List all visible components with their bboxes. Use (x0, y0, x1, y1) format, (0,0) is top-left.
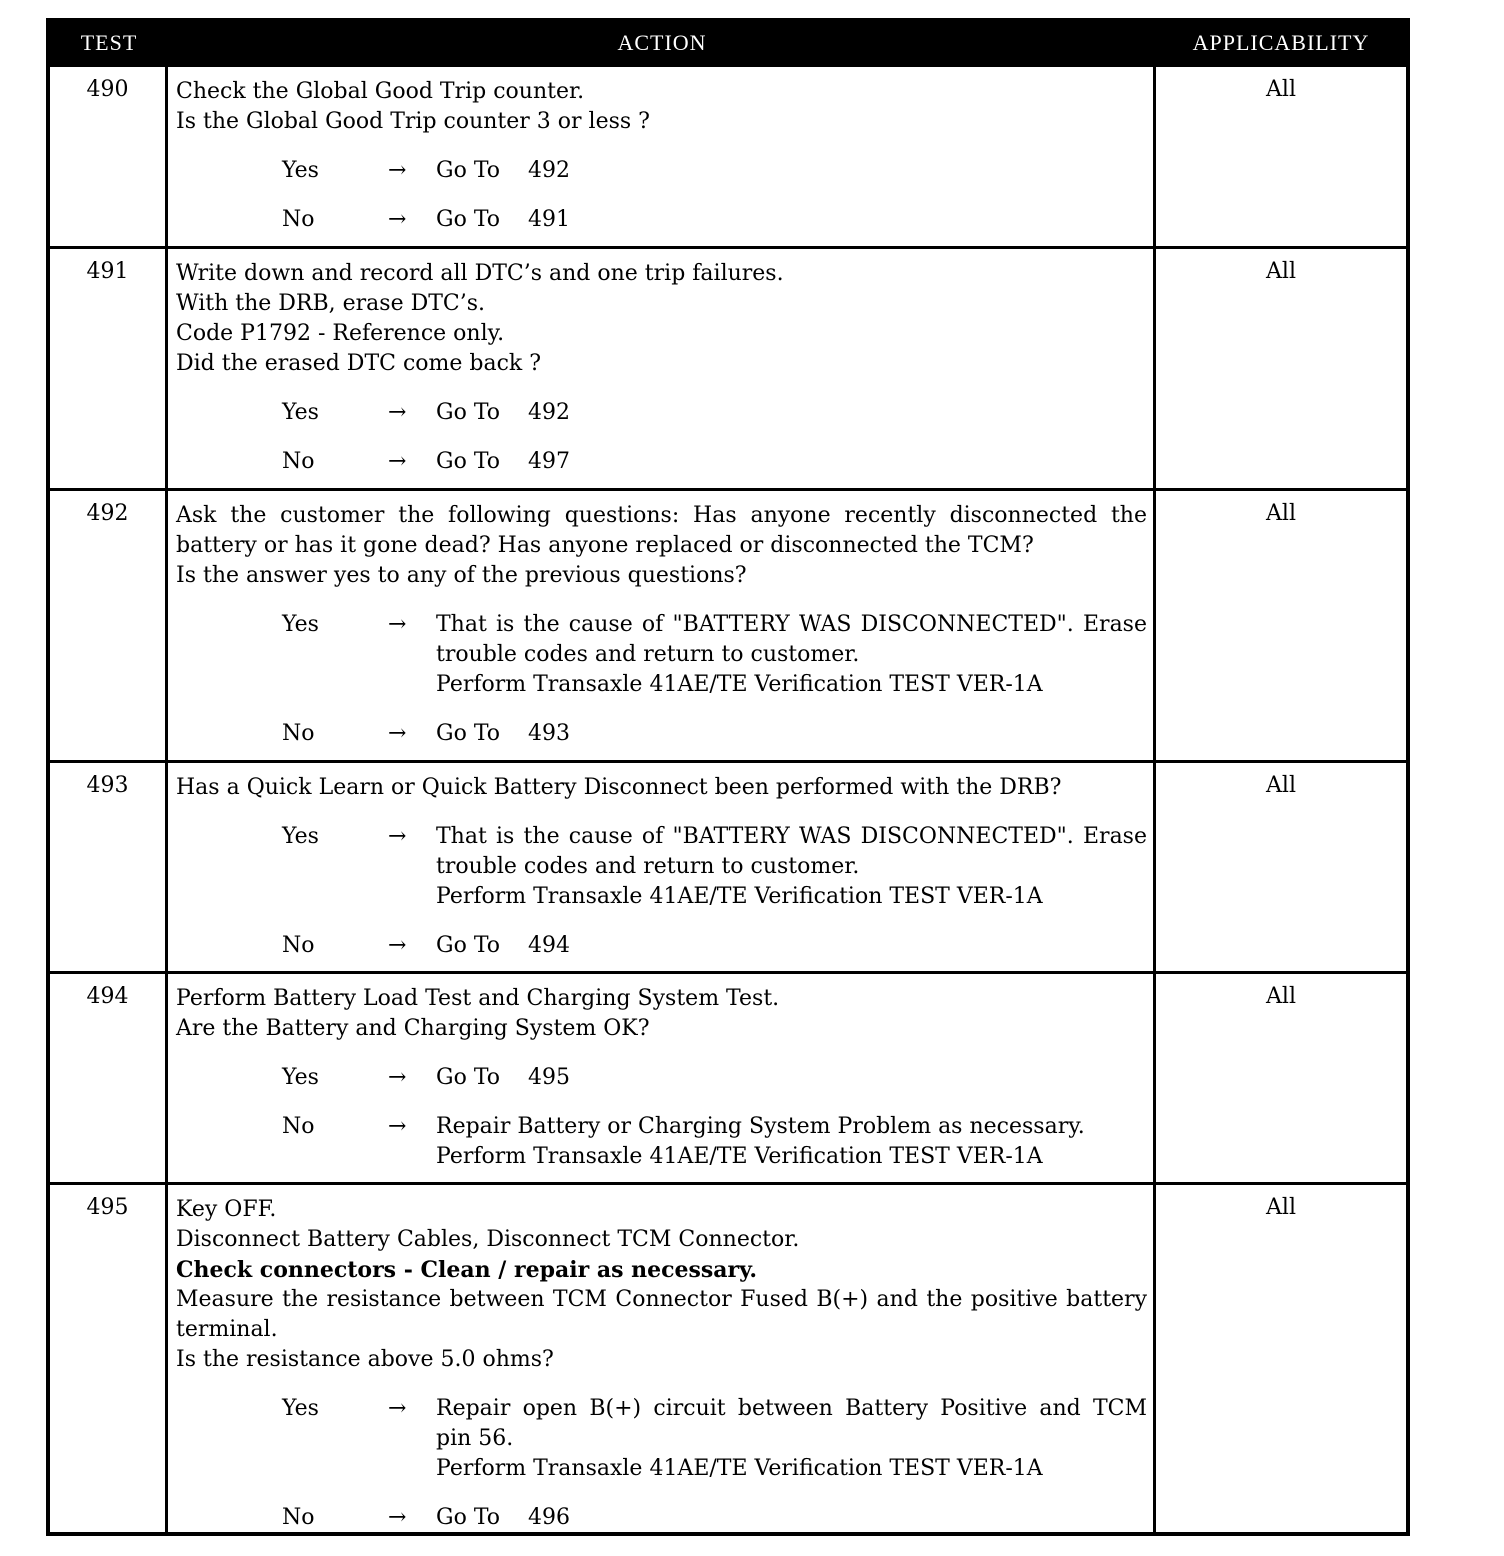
no-option (176, 719, 1147, 749)
table-header (50, 22, 1406, 64)
result-text: Repair Battery or Charging System Problem as necessary. (436, 1114, 1085, 1139)
yes-label: Yes (282, 1065, 319, 1090)
goto-label: Go To (436, 158, 501, 183)
action-text-bold: Check connectors - Clean / repair as necessary. (176, 1257, 758, 1283)
applicability-cell: All (1266, 501, 1296, 526)
yes-option (176, 822, 1147, 912)
action-text: Key OFF. (176, 1197, 277, 1222)
arrow-icon: → (388, 933, 407, 958)
arrow-icon: → (388, 721, 407, 746)
arrow-icon: → (388, 1114, 407, 1139)
action-paragraph: Ask the customer the following questions: Has anyone recently disconnected the battery or has it gone dead? Has anyone replaced or disconnected the TCM? (176, 503, 1147, 558)
yes-label: Yes (282, 824, 319, 849)
action-text: Is the answer yes to any of the previous questions? (176, 563, 747, 588)
yes-option (176, 398, 1147, 428)
header-action: ACTION (617, 30, 707, 55)
test-number: 493 (50, 763, 168, 971)
action-text: Check the Global Good Trip counter. (176, 79, 585, 104)
arrow-icon: → (388, 400, 407, 425)
table-row (50, 488, 1406, 760)
result-text: Perform Transaxle 41AE/TE Verification TEST VER-1A (436, 1456, 1043, 1481)
diagnostic-table (46, 18, 1410, 1536)
table-row (50, 971, 1406, 1182)
action-text: Is the resistance above 5.0 ohms? (176, 1347, 554, 1372)
arrow-icon: → (388, 207, 407, 232)
result-text: Perform Transaxle 41AE/TE Verification TEST VER-1A (436, 884, 1043, 909)
test-number: 491 (50, 249, 168, 488)
arrow-icon: → (388, 158, 407, 183)
result-text: That is the cause of "BATTERY WAS DISCONNECTED". Erase trouble codes and return to customer. (436, 824, 1147, 879)
arrow-icon: → (388, 612, 407, 637)
action-cell (168, 67, 1156, 246)
goto-target: 492 (528, 158, 570, 183)
no-option (176, 447, 1147, 477)
no-option (176, 1503, 1147, 1533)
goto-target: 497 (528, 449, 570, 474)
applicability-cell: All (1266, 984, 1296, 1009)
action-text: Write down and record all DTC’s and one trip failures. (176, 261, 784, 286)
arrow-icon: → (388, 1065, 407, 1090)
table-row (50, 64, 1406, 246)
action-text: Disconnect Battery Cables, Disconnect TCM Connector. (176, 1227, 800, 1252)
test-number: 495 (50, 1185, 168, 1536)
result-text: Perform Transaxle 41AE/TE Verification TEST VER-1A (436, 672, 1043, 697)
goto-target: 493 (528, 721, 570, 746)
goto-target: 495 (528, 1065, 570, 1090)
test-number: 492 (50, 491, 168, 760)
goto-label: Go To (436, 207, 501, 232)
applicability-cell: All (1266, 1195, 1296, 1220)
applicability-cell: All (1266, 259, 1296, 284)
no-label: No (282, 449, 315, 474)
arrow-icon: → (388, 449, 407, 474)
no-label: No (282, 1114, 315, 1139)
yes-label: Yes (282, 400, 319, 425)
action-paragraph: Measure the resistance between TCM Connector Fused B(+) and the positive battery terminal. (176, 1287, 1147, 1342)
action-cell (168, 974, 1156, 1182)
no-option (176, 205, 1147, 235)
goto-label: Go To (436, 1505, 501, 1530)
no-label: No (282, 207, 315, 232)
arrow-icon: → (388, 824, 407, 849)
no-option (176, 931, 1147, 961)
result-text: That is the cause of "BATTERY WAS DISCONNECTED". Erase trouble codes and return to customer. (436, 612, 1147, 667)
no-label: No (282, 721, 315, 746)
action-cell (168, 249, 1156, 488)
action-text: Is the Global Good Trip counter 3 or less ? (176, 109, 650, 134)
action-text: Did the erased DTC come back ? (176, 351, 542, 376)
yes-label: Yes (282, 1396, 319, 1421)
action-cell (168, 491, 1156, 760)
result-text: Perform Transaxle 41AE/TE Verification TEST VER-1A (436, 1144, 1043, 1169)
no-option (176, 1112, 1147, 1172)
arrow-icon: → (388, 1505, 407, 1530)
yes-label: Yes (282, 612, 319, 637)
goto-label: Go To (436, 933, 501, 958)
test-number: 494 (50, 974, 168, 1182)
action-text: Are the Battery and Charging System OK? (176, 1016, 650, 1041)
action-text: Perform Battery Load Test and Charging System Test. (176, 986, 780, 1011)
goto-label: Go To (436, 400, 501, 425)
action-cell (168, 763, 1156, 971)
goto-label: Go To (436, 1065, 501, 1090)
header-applicability: APPLICABILITY (1192, 30, 1370, 55)
goto-target: 496 (528, 1505, 570, 1530)
table-row (50, 760, 1406, 971)
test-number: 490 (50, 67, 168, 246)
goto-label: Go To (436, 449, 501, 474)
arrow-icon: → (388, 1396, 407, 1421)
goto-target: 494 (528, 933, 570, 958)
no-label: No (282, 1505, 315, 1530)
table-row (50, 1182, 1406, 1536)
action-text: With the DRB, erase DTC’s. (176, 291, 486, 316)
yes-option (176, 610, 1147, 700)
action-text: Code P1792 - Reference only. (176, 321, 505, 346)
action-cell (168, 1185, 1156, 1536)
goto-label: Go To (436, 721, 501, 746)
yes-option (176, 1063, 1147, 1093)
no-label: No (282, 933, 315, 958)
goto-target: 491 (528, 207, 570, 232)
applicability-cell: All (1266, 77, 1296, 102)
yes-option (176, 156, 1147, 186)
goto-target: 492 (528, 400, 570, 425)
yes-option (176, 1394, 1147, 1484)
result-text: Repair open B(+) circuit between Battery Positive and TCM pin 56. (436, 1396, 1147, 1451)
action-text: Has a Quick Learn or Quick Battery Disconnect been performed with the DRB? (176, 775, 1062, 800)
table-row (50, 246, 1406, 488)
yes-label: Yes (282, 158, 319, 183)
applicability-cell: All (1266, 773, 1296, 798)
header-test: TEST (80, 30, 138, 55)
